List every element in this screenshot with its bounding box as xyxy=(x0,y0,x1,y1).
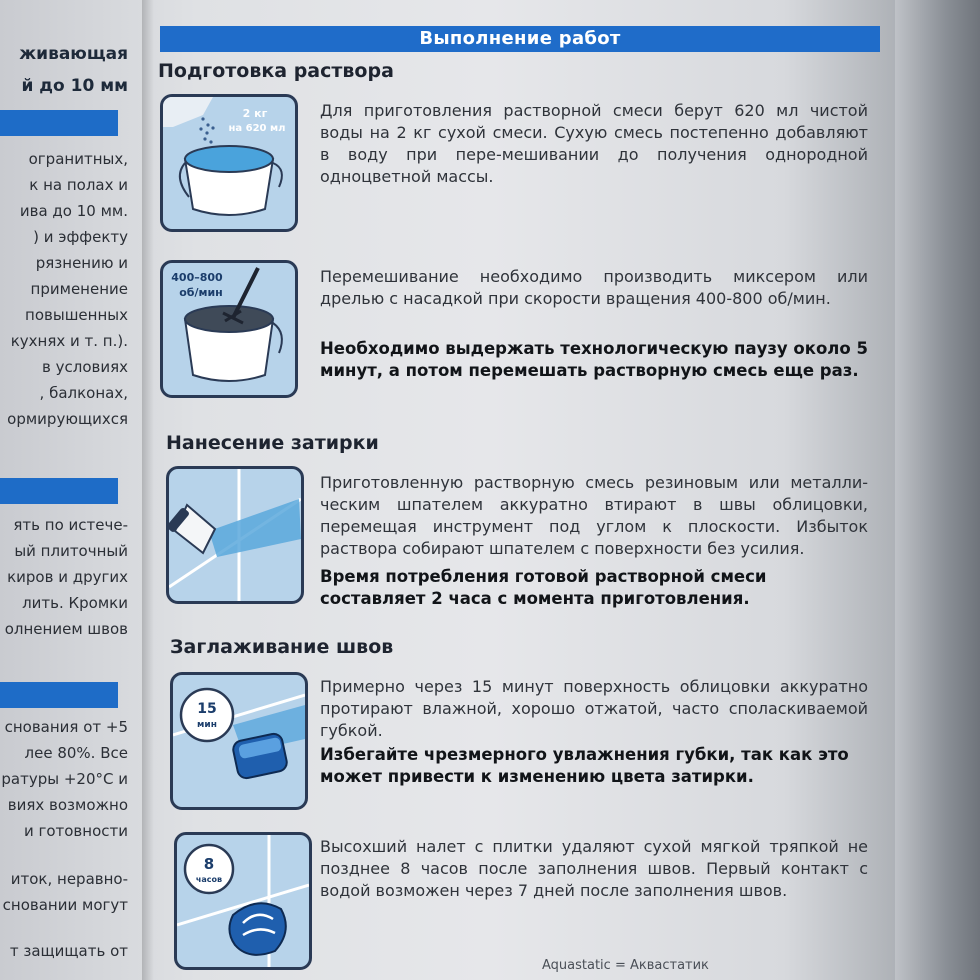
left-text-line: рязнению и xyxy=(35,254,128,272)
left-text-line: ять по истече- xyxy=(13,516,128,534)
ratio-label-2: на 620 мл xyxy=(228,123,286,134)
smooth-section-title: Заглаживание швов xyxy=(170,636,394,658)
left-text-line: ормирующихся xyxy=(7,410,128,428)
speed-label-2: об/мин xyxy=(179,286,223,299)
left-text-line: иток, неравно- xyxy=(10,870,128,888)
left-text-line: ива до 10 мм. xyxy=(19,202,128,220)
left-text-line: т защищать от xyxy=(9,942,128,960)
step-2-text: Перемешивание необходимо производить миксером или дрелью с насадкой при скорости вращения 400-800 об/мин. xyxy=(320,267,868,308)
left-text-line: к на полах и xyxy=(29,176,128,194)
footer-brand-text: Aquastatic = Аквастатик xyxy=(542,958,709,973)
step-3-warning: Время потребления готовой растворной смеси составляет 2 часа с момента приготовления. xyxy=(320,567,767,608)
timer-8-number: 8 xyxy=(203,855,215,873)
left-text-line: олнением швов xyxy=(4,620,128,638)
left-text-line: в условиях xyxy=(42,358,128,376)
left-text-line: ый плиточный xyxy=(14,542,128,560)
step-3-text: Приготовленную растворную смесь резиновым или металли-ческим шпателем аккуратно втирают в швы облицовки, перемещая инструмент под углом к плоскости. Избыток раствора собирают шпателем с поверхности без усилия. xyxy=(320,473,868,558)
left-text-line: применение xyxy=(30,280,128,298)
left-text-line: и готовности xyxy=(23,822,128,840)
left-text-line: снования от +5 xyxy=(4,718,128,736)
cloth-timer-icon xyxy=(174,832,312,970)
left-section-bar xyxy=(0,110,118,136)
left-text-line: лить. Кромки xyxy=(22,594,128,612)
apply-section-title: Нанесение затирки xyxy=(166,432,379,454)
step-4-warning: Избегайте чрезмерного увлажнения губки, так как это может привести к изменению цвета затирки. xyxy=(320,745,849,786)
instructions-page xyxy=(152,0,897,980)
left-section-bar xyxy=(0,682,118,708)
step-5-text: Высохший налет с плитки удаляют сухой мягкой тряпкой не позднее 8 часов после заполнения швов. Первый контакт с водой возможен через 7 дней после заполнения швов. xyxy=(320,837,868,900)
left-text-line: киров и других xyxy=(7,568,128,586)
step-2-warning: Необходимо выдержать технологическую паузу около 5 минут, а потом перемешать растворную смесь еще раз. xyxy=(320,339,868,380)
timer-15-unit: мин xyxy=(197,720,217,730)
left-text-line: виях возможно xyxy=(7,796,128,814)
left-text-line: сновании могут xyxy=(2,896,128,914)
left-title-line: живающая xyxy=(19,44,128,64)
left-title-line: й до 10 мм xyxy=(21,76,128,96)
left-cutoff-page xyxy=(0,0,140,980)
speed-label-1: 400–800 xyxy=(171,271,223,284)
bucket-edge-background xyxy=(895,0,980,980)
timer-8-unit: часов xyxy=(195,875,223,884)
prep-section-title: Подготовка раствора xyxy=(158,60,394,82)
sponge-timer-icon xyxy=(170,672,308,810)
left-text-line: огранитных, xyxy=(28,150,128,168)
step-1-text: Для приготовления растворной смеси берут 620 мл чистой воды на 2 кг сухой смеси. Сухую смесь постепенно добавляют в воду при пере-мешивании до получения однородной одноцветной массы. xyxy=(320,101,868,186)
timer-15-number: 15 xyxy=(197,701,217,717)
section-header-bar: Выполнение работ xyxy=(160,26,880,52)
left-text-line: лее 80%. Все xyxy=(24,744,128,762)
mixer-bucket-icon xyxy=(160,260,298,398)
left-section-bar xyxy=(0,478,118,504)
left-text-line: ) и эффекту xyxy=(33,228,128,246)
spatula-icon xyxy=(166,466,304,604)
left-text-line: ратуры +20°С и xyxy=(1,770,128,788)
step-4-text: Примерно через 15 минут поверхность облицовки аккуратно протирают влажной, хорошо отжатой, часто споласкиваемой губкой. xyxy=(320,677,868,740)
left-text-line: кухнях и т. п.). xyxy=(10,332,128,350)
bucket-powder-icon xyxy=(160,94,298,232)
left-text-line: , балконах, xyxy=(39,384,128,402)
ratio-label-1: 2 кг xyxy=(242,107,268,120)
left-text-line: повышенных xyxy=(25,306,128,324)
